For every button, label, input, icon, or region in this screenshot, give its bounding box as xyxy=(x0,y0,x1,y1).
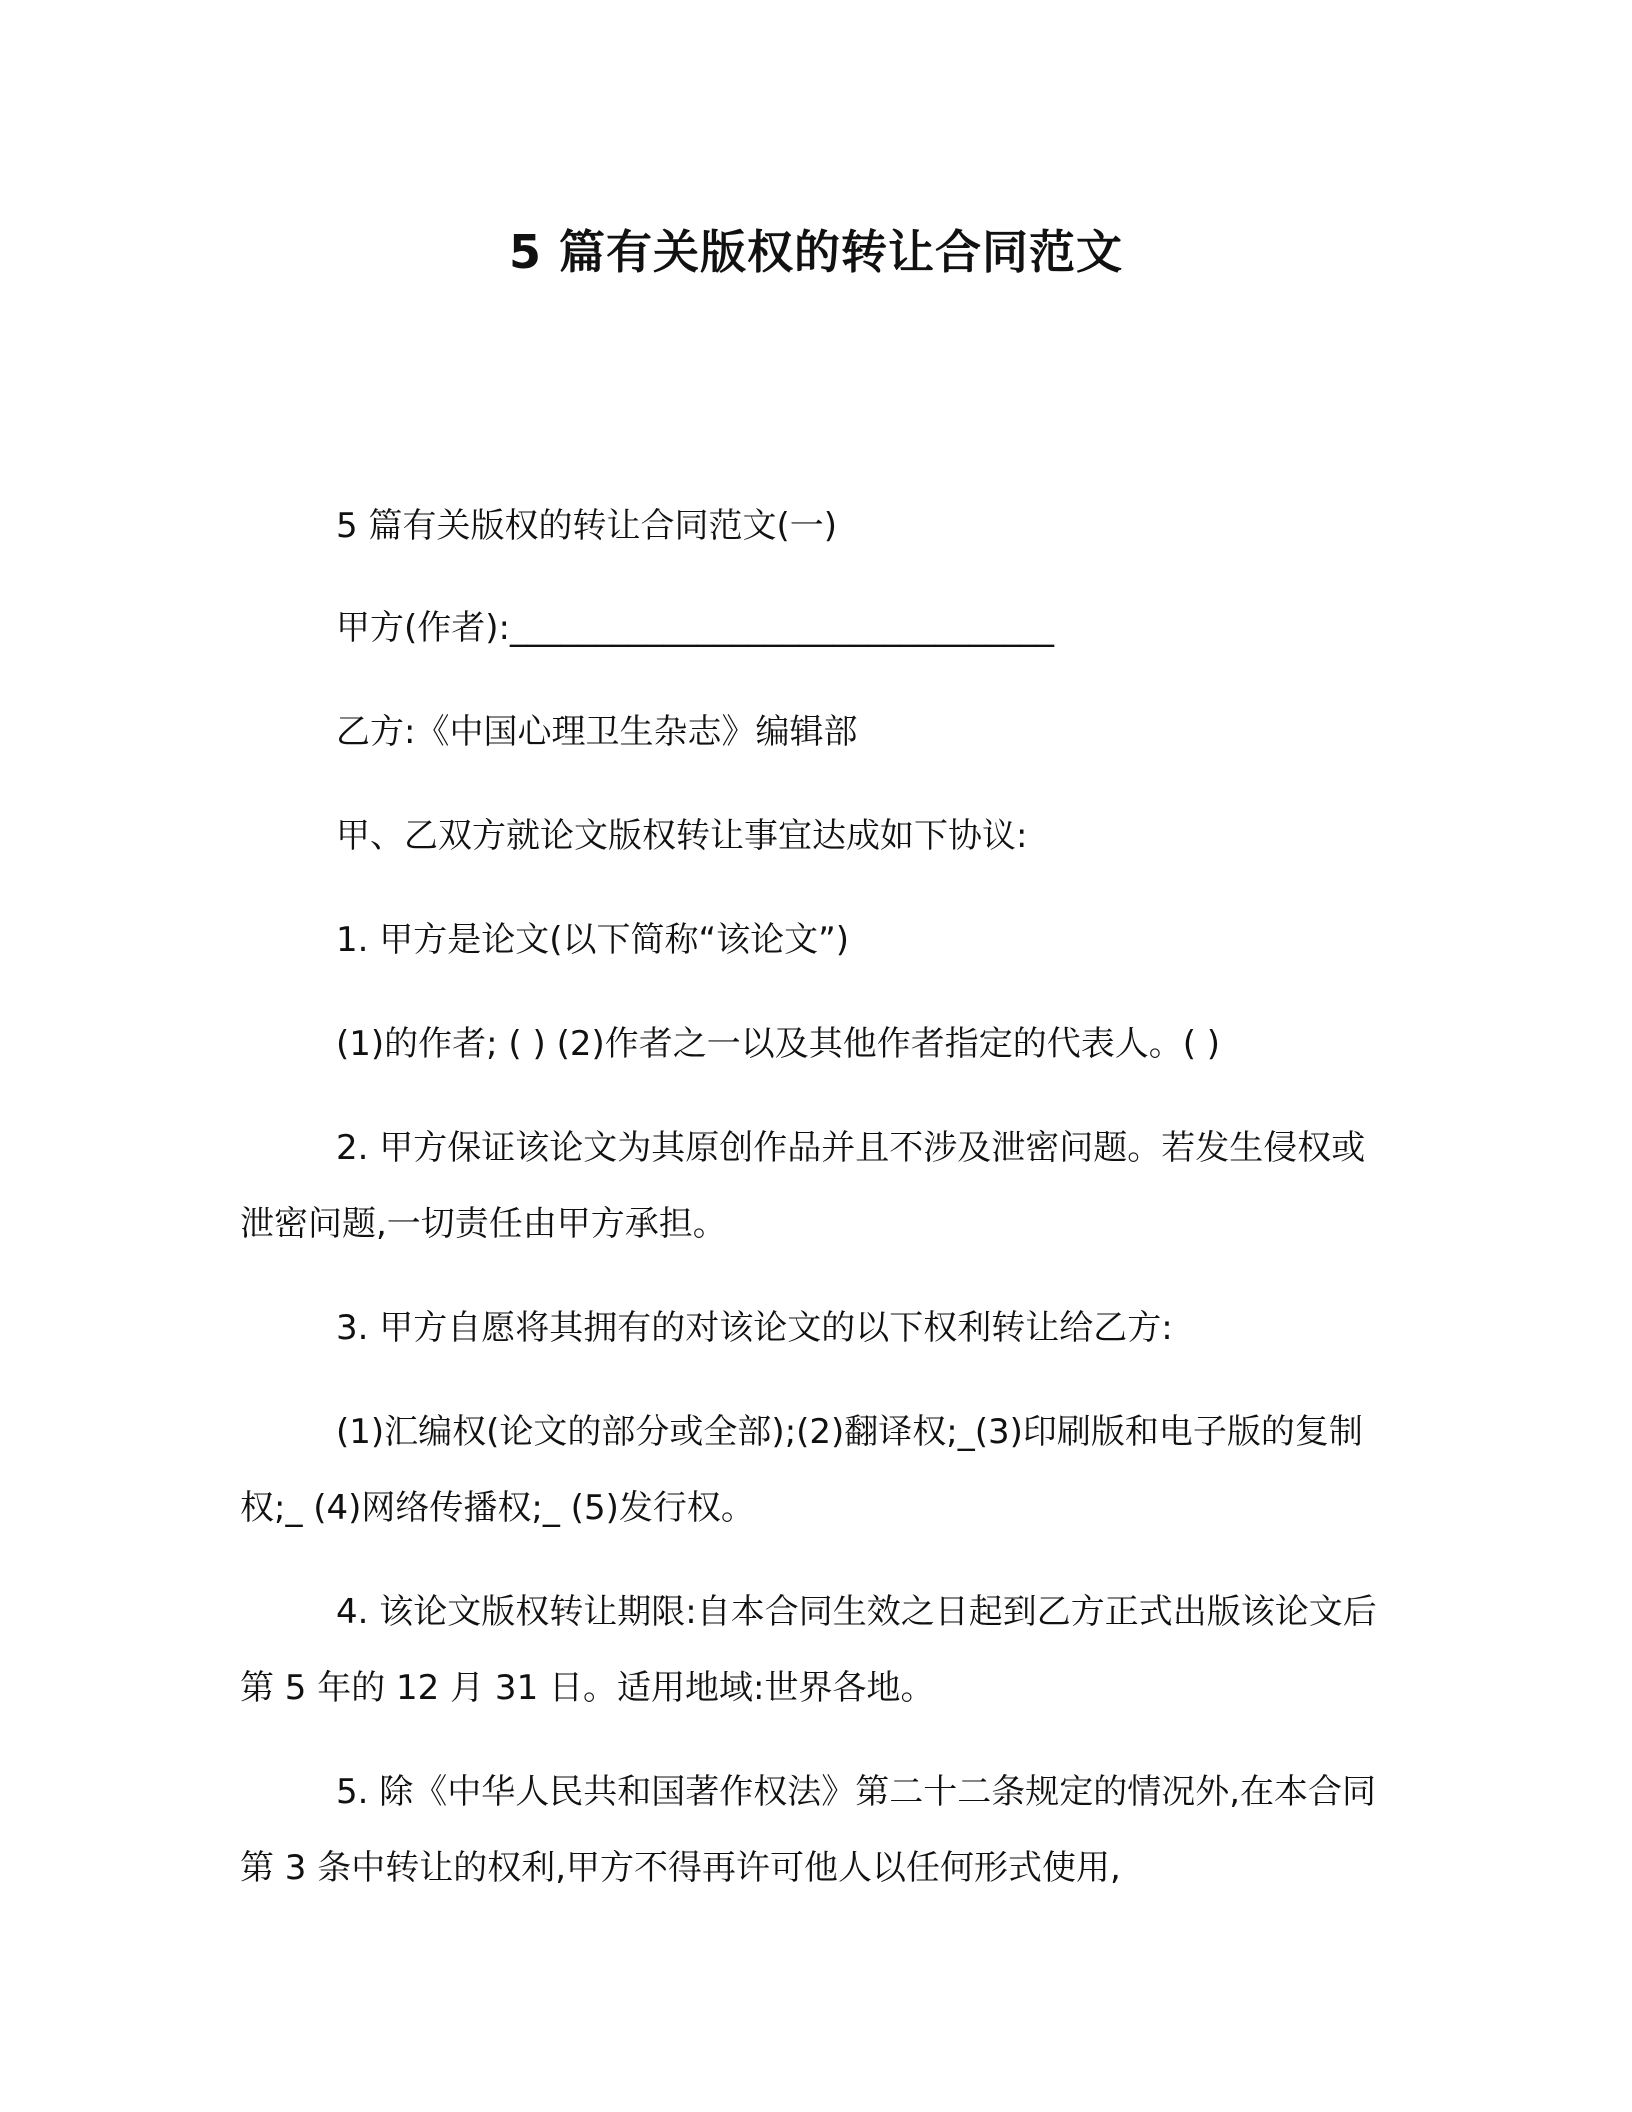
agreement-intro: 甲、乙双方就论文版权转让事宜达成如下协议: xyxy=(336,816,1028,856)
party-a-line: 甲方(作者):________________________________ xyxy=(336,608,1054,648)
clause-4: 4. 该论文版权转让期限:自本合同生效之日起到乙方正式出版该论文后第 5 年的 12 月 31 日。适用地域:世界各地。 xyxy=(240,1592,1377,1708)
document-title: 5 篇有关版权的转让合同范文 xyxy=(508,225,1124,279)
party-b-line: 乙方:《中国心理卫生杂志》编辑部 xyxy=(336,712,858,752)
clause-3: 3. 甲方自愿将其拥有的对该论文的以下权利转让给乙方: xyxy=(336,1308,1173,1348)
clause-3-rights: (1)汇编权(论文的部分或全部);(2)翻译权;_(3)印刷版和电子版的复制权;_ (4)网络传播权;_ (5)发行权。 xyxy=(240,1412,1363,1528)
clause-2: 2. 甲方保证该论文为其原创作品并且不涉及泄密问题。若发生侵权或泄密问题,一切责任由甲方承担。 xyxy=(240,1128,1366,1244)
clause-5: 5. 除《中华人民共和国著作权法》第二十二条规定的情况外,在本合同第 3 条中转让的权利,甲方不得再许可他人以任何形式使用, xyxy=(240,1772,1377,1888)
clause-1-options: (1)的作者; ( ) (2)作者之一以及其他作者指定的代表人。( ) xyxy=(336,1024,1221,1064)
clause-1: 1. 甲方是论文(以下简称“该论文”) xyxy=(336,920,850,960)
section-heading: 5 篇有关版权的转让合同范文(一) xyxy=(336,506,837,546)
document-body xyxy=(240,488,1380,1934)
